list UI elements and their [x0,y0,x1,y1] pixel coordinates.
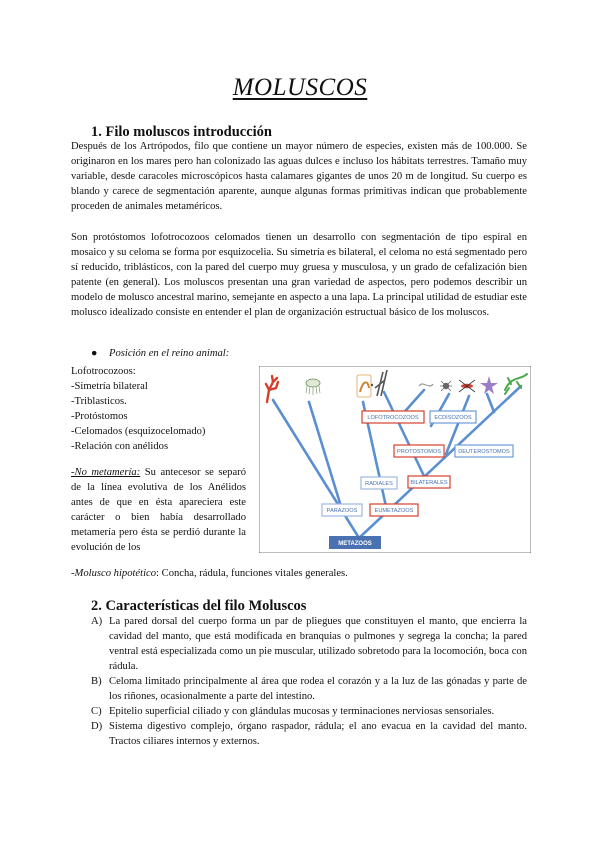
item-text: La pared dorsal del cuerpo forma un par de pliegues que constituyen el manto, que encierra la cavidad del manto, que está modificada en branquias o pulmones y segrega la concha; la pared ventral está especializada como un pie muscular, utilizado sobretodo para la locomoción, boca con rádula. [109,616,527,672]
item-text: Epitelio superficial ciliado y con glándulas mucosas y terminaciones nerviosas sensoriales. [109,706,495,717]
list-item [91,719,527,749]
label-parazoos [322,504,362,516]
label-radiales-text: RADIALES [365,481,393,487]
label-deuterostomos [455,445,513,457]
list-item: -Protóstomos [71,411,128,422]
intro-paragraph: Después de los Artrópodos, filo que contiene un mayor número de especies, existen más de 100.000. Se originaron en los mares pero han colonizado las aguas dulces e incluso los hábitats terrestres. Tamaño muy variable, desde caracoles microscópicos hasta calamares gigantes de unos 20 m de longitud. Su cuerpo es blando y carece de segmentación aparente, aunque algunas formas primitivas indican que probablemente proceden de animales metaméricos. [71,141,527,213]
bullet-dot-icon: ● [91,348,98,359]
list-item [91,704,527,719]
list-item [91,674,527,704]
label-metazoos [329,536,381,549]
protostome-paragraph: Son protóstomos lofotrocozoos celomados tienen un desarrollo con segmentación de tipo espiral en mosaico y su celoma se forma por esquizocelia. Su simetría es bilateral, el celoma no está segmentado pero sí reducido, triblásticos, con la pared del cuerpo muy gruesa y musculosa, y un grado de cefalización bien patente (en general). Los moluscos presentan una gran variedad de aspectos, pero podemos describir un modelo de molusco ancestral marino, semejante en aspecto a una lapa. La principal utilidad de estudiar este molusco idealizado consiste en entender el plan de organización estructual básico de los moluscos. [71,232,527,319]
list-item: -Relación con anélidos [71,441,169,452]
item-letter: D) [91,721,103,732]
characteristics-list [91,614,527,749]
position-bullet-text: Posición en el reino animal: [109,348,230,359]
label-bilaterales-text: BILATERALES [410,480,448,486]
list-item: -Simetría bilateral [71,381,148,392]
item-text: Celoma limitado principalmente al área que rodea el corazón y a la luz de las gónadas y parte de los riñones, ocasionalmente a parte del intestino. [109,676,527,702]
item-text: Sistema digestivo complejo, órgano raspador, rádula; el ano evacua en la cavidad del manto. Tractos ciliares internos y externos. [109,721,527,747]
label-lofotrocozoos-text: LOFOTROCOZOOS [367,415,419,421]
diagram-frame [259,366,531,553]
label-eumetazoos-text: EUMETAZOOS [374,508,414,514]
list-item: -Triblasticos. [71,396,127,407]
label-protostomos [394,445,444,457]
no-metameria-label: -No metamería: [71,467,141,478]
list-item: Lofotrocozoos: [71,366,136,377]
item-letter: C) [91,706,102,717]
molusco-text: : Concha, rádula, funciones vitales generales. [156,568,348,579]
label-ecdisozoos-text: ECDISOZOOS [434,415,472,421]
position-bullet [91,348,229,359]
label-bilaterales [408,476,450,488]
molusco-hipotetico-line [71,568,348,579]
label-eumetazoos [370,504,418,516]
lofotrocozoa-list [71,364,205,454]
label-parazoos-text: PARAZOOS [326,508,358,514]
mollusk-icon [357,375,371,397]
label-protostomos-text: PROTOSTOMOS [397,449,441,455]
page-title: MOLUSCOS [232,74,368,101]
list-item [91,614,527,674]
phylogeny-diagram [259,366,531,553]
label-metazoos-text: METAZOOS [338,541,372,547]
label-lofotrocozoos [362,411,424,423]
item-letter: A) [91,616,103,627]
label-ecdisozoos [430,411,476,423]
label-radiales [361,477,397,489]
no-metameria-text: Su antecesor se separó de la línea evolutiva de los Anélidos antes de que en ésta apareciera este carácter o bien había desarrollado metamería pero ésta se perdió durante la evolución de los [71,467,246,553]
phylogeny-svg [259,366,531,553]
no-metameria-paragraph [71,465,246,555]
item-letter: B) [91,676,102,687]
section-2-heading: 2. Características del filo Moluscos [91,598,307,614]
label-deuterostomos-text: DEUTEROSTOMOS [458,449,510,455]
section-1-heading: 1. Filo moluscos introducción [91,124,272,140]
list-item: -Celomados (esquizocelomado) [71,426,206,437]
molusco-label: -Molusco hipotético [71,568,157,579]
